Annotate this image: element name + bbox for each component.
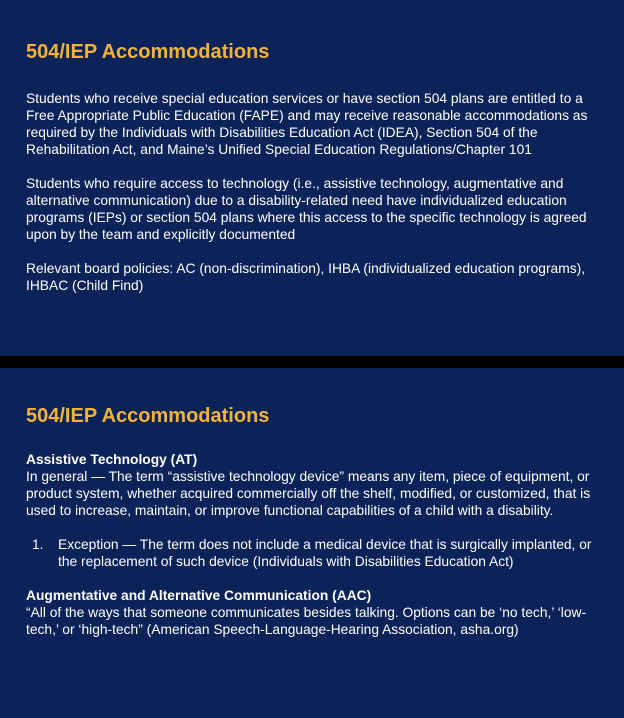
at-definition: In general — The term “assistive technology device” means any item, piece of equipment, or product system, whether acquired commercially off the shelf, modified, or customized, that is used to increase, maintain, or improve functional capabilities of a child with a disability. <box>26 469 591 518</box>
fape-paragraph: Students who receive special education services or have section 504 plans are entitled to a Free Appropriate Public Education (FAPE) and may receive reasonable accommodations as required by the Individuals with Disabilities Education Act (IDEA), Section 504 of the Rehabilitation Act, and Maine’s Unified Special Education Regulations/Chapter 101 <box>26 91 588 157</box>
list-item <box>26 536 606 570</box>
board-policies-paragraph: Relevant board policies: AC (non-discrimination), IHBA (individualized education programs), IHBAC (Child Find) <box>26 261 586 293</box>
exception-text: Exception — The term does not include a medical device that is surgically implanted, or the replacement of such device (Individuals with Disabilities Education Act) <box>58 537 592 569</box>
aac-heading: Augmentative and Alternative Communication (AAC) <box>26 588 372 603</box>
at-heading: Assistive Technology (AT) <box>26 452 198 467</box>
technology-access-paragraph: Students who require access to technology (i.e., assistive technology, augmentative and alternative communication) due to a disability-related need have individualized education programs (IEPs) or section 504 plans where this access to the specific technology is agreed upon by the team and explicitly documented <box>26 176 587 242</box>
list-number: 1. <box>32 537 44 552</box>
slide-2-body <box>26 451 606 638</box>
slide-1-title: 504/IEP Accommodations <box>26 41 270 63</box>
slide-1 <box>0 0 624 356</box>
slide-1-body <box>26 90 606 294</box>
slide-2-title: 504/IEP Accommodations <box>26 405 270 427</box>
aac-definition: “All of the ways that someone communicates besides talking. Options can be ‘no tech,’ ‘low-tech,’ or ‘high-tech” (American Speech-Language-Hearing Association, asha.org) <box>26 605 587 637</box>
slide-2 <box>0 368 624 718</box>
